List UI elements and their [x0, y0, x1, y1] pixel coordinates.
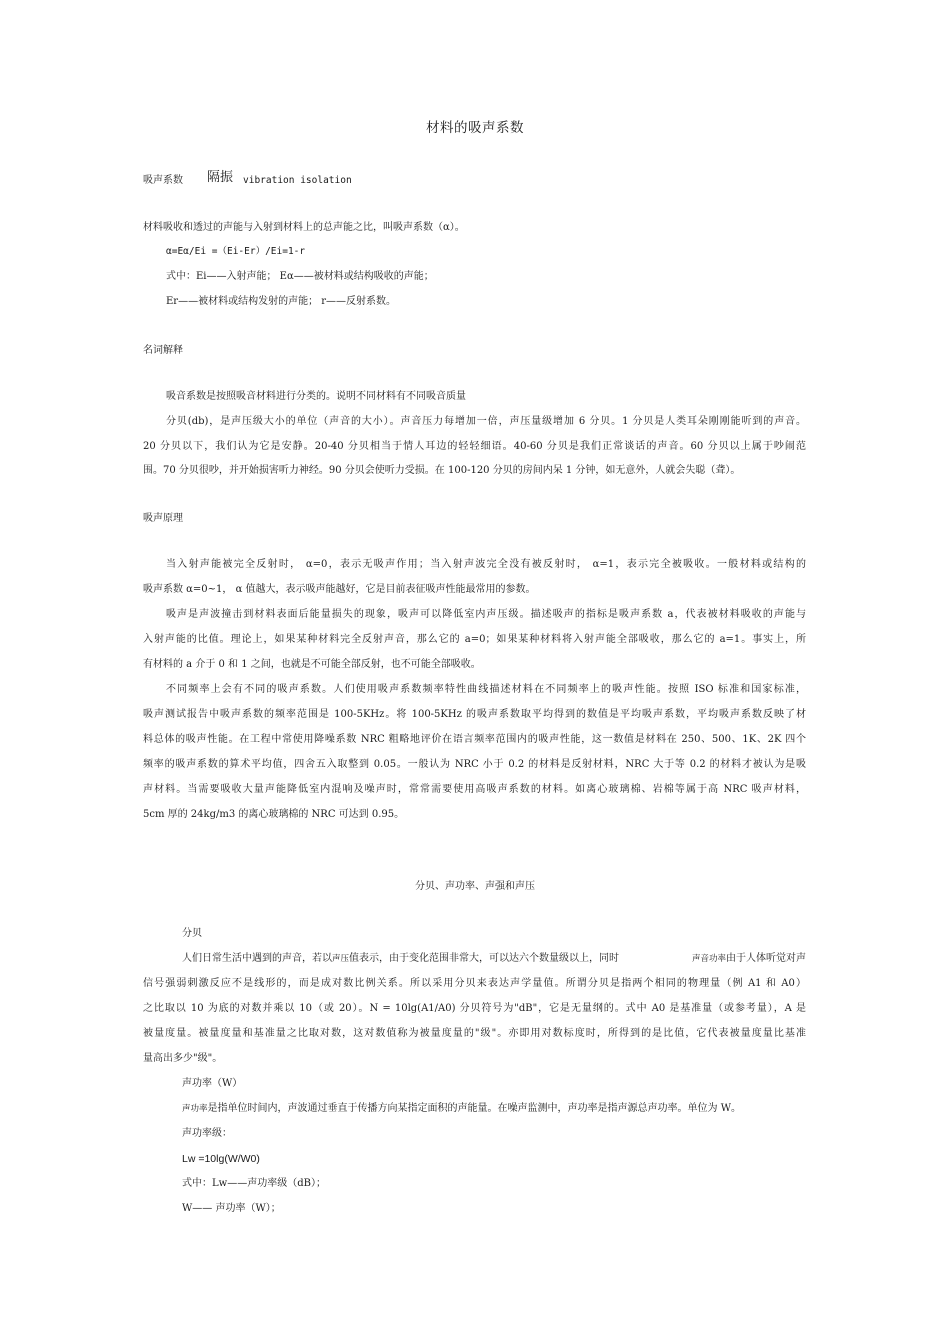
db-line: 信号强弱刺激反应不是线形的，而是成对数比例关系。所以采用分贝来表达声学量值。所谓分贝是指两个相同的物理量（例 A1 和 A0） [143, 978, 806, 989]
definition-text: 材料吸收和透过的声能与入射到材料上的总声能之比，叫吸声系数（α）。 [143, 222, 465, 233]
term-label: 吸声系数 [143, 175, 183, 186]
glossary-heading: 名词解释 [143, 345, 183, 356]
db-line: 之比取以 10 为底的对数并乘以 10（或 20）。N = 10lg(A1/A0) 分贝符号为"dB"，它是无量纲的。式中 A0 是基准量（或参考量），A 是 [143, 1003, 806, 1014]
principle-line: 5cm 厚的 24kg/m3 的离心玻璃棉的 NRC 可达到 0.95。 [143, 809, 405, 820]
sound-power-definition [182, 1102, 741, 1116]
principle-heading: 吸声原理 [143, 513, 183, 524]
sound-power-where-2: W—— 声功率（W）； [182, 1203, 281, 1214]
db-small-sound-pressure: 声压 [332, 954, 350, 964]
subheading-sound-power: 声功率（W） [182, 1078, 243, 1089]
principle-line: 吸声测试报告中吸声系数的频率范围是 100-5KHz。将 100-5KHz 的吸声系数取平均得到的数值是平均吸声系数，平均吸声系数反映了材 [143, 709, 806, 720]
principle-line: 有材料的 a 介于 0 和 1 之间，也就是不可能全部反射，也不可能全部吸收。 [143, 659, 481, 670]
sound-power-text: 是指单位时间内，声波通过垂直于传播方向某指定面积的声能量。在噪声监测中，声功率是指声源总声功率。单位为 W。 [207, 1103, 741, 1114]
db-first-line [182, 952, 806, 966]
glossary-line: 分贝(db)，是声压级大小的单位（声音的大小）。声音压力每增加一倍，声压量级增加 6 分贝。1 分贝是人类耳朵刚刚能听到的声音。 [166, 416, 806, 427]
definition-where-2: Er——被材料或结构发射的声能； r——反射系数。 [166, 296, 397, 307]
db-text-c: 由于人体听觉对声 [726, 953, 806, 964]
db-line: 被量度量。被量度量和基准量之比取对数，这对数值称为被量度量的"级"。亦即用对数标度时，所得到的是比值，它代表被量度量比基准 [143, 1028, 806, 1039]
sound-power-where-1: 式中：Lw——声功率级（dB）； [182, 1178, 326, 1189]
glossary-line: 围。70 分贝很吵，并开始损害听力神经。90 分贝会使听力受损。在 100-120 分贝的房间内呆 1 分钟，如无意外，人就会失聪（聋）。 [143, 465, 741, 476]
principle-line: 吸声系数 α=0~1， α 值越大，表示吸声能越好，它是目前表征吸声性能最常用的参数。 [143, 584, 536, 595]
principle-line: 频率的吸声系数的算术平均值，四舍五入取整到 0.05。一般认为 NRC 小于 0.2 的材料是反射材料，NRC 大于等 0.2 的材料才被认为是吸 [143, 759, 806, 770]
principle-line: 吸声是声波撞击到材料表面后能量损失的现象，吸声可以降低室内声压级。描述吸声的指标是吸声系数 a，代表被材料吸收的声能与 [166, 609, 806, 620]
principle-line: 当入射声能被完全反射时， α=0，表示无吸声作用；当入射声波完全没有被反射时， α=1，表示完全被吸收。一般材料或结构的 [166, 559, 806, 570]
section2-heading: 分贝、声功率、声强和声压 [415, 881, 535, 892]
principle-line: 不同频率上会有不同的吸声系数。人们使用吸声系数频率特性曲线描述材料在不同频率上的吸声性能。按照 ISO 标准和国家标准， [166, 684, 806, 695]
db-small-sound-power: 声音功率 [691, 954, 726, 964]
subheading-db: 分贝 [182, 928, 202, 939]
definition-formula: α=Eα/Ei =（Ei-Er）/Ei=1-r [166, 246, 306, 257]
glossary-line: 20 分贝以下，我们认为它是安静。20-40 分贝相当于情人耳边的轻轻细语。40-60 分贝是我们正常谈话的声音。60 分贝以上属于吵闹范 [143, 441, 806, 452]
principle-line: 声材料。当需要吸收大量声能降低室内混响及噪声时，常常需要使用高吸声系数的材料。如离心玻璃棉、岩棉等属于高 NRC 吸声材料， [143, 784, 806, 795]
db-line: 量高出多少"级"。 [143, 1053, 223, 1064]
definition-where-1: 式中：Ei——入射声能； Eα——被材料或结构吸收的声能； [166, 271, 434, 282]
db-text-a: 人们日常生活中遇到的声音，若以 [182, 953, 332, 964]
page-title: 材料的吸声系数 [426, 120, 524, 136]
term2-label: 隔振 [207, 170, 234, 185]
principle-line: 入射声能的比值。理论上，如果某种材料完全反射声音，那么它的 a=0；如果某种材料将入射声能全部吸收，那么它的 a=1。事实上，所 [143, 634, 806, 645]
sound-power-small-term: 声功率 [182, 1104, 208, 1114]
glossary-paragraph-1: 吸音系数是按照吸音材料进行分类的。说明不同材料有不同吸音质量 [166, 391, 466, 402]
sound-power-formula: Lw =10lg(W/W0) [182, 1153, 260, 1165]
sound-power-level-label: 声功率级： [182, 1128, 232, 1139]
db-text-b: 值表示，由于变化范围非常大，可以达六个数量级以上，同时 [349, 953, 620, 964]
term-english: vibration isolation [243, 175, 352, 186]
principle-line: 料总体的吸声性能。在工程中常使用降噪系数 NRC 粗略地评价在语言频率范围内的吸声性能，这一数值是材料在 250、500、1K、2K 四个 [143, 734, 806, 745]
